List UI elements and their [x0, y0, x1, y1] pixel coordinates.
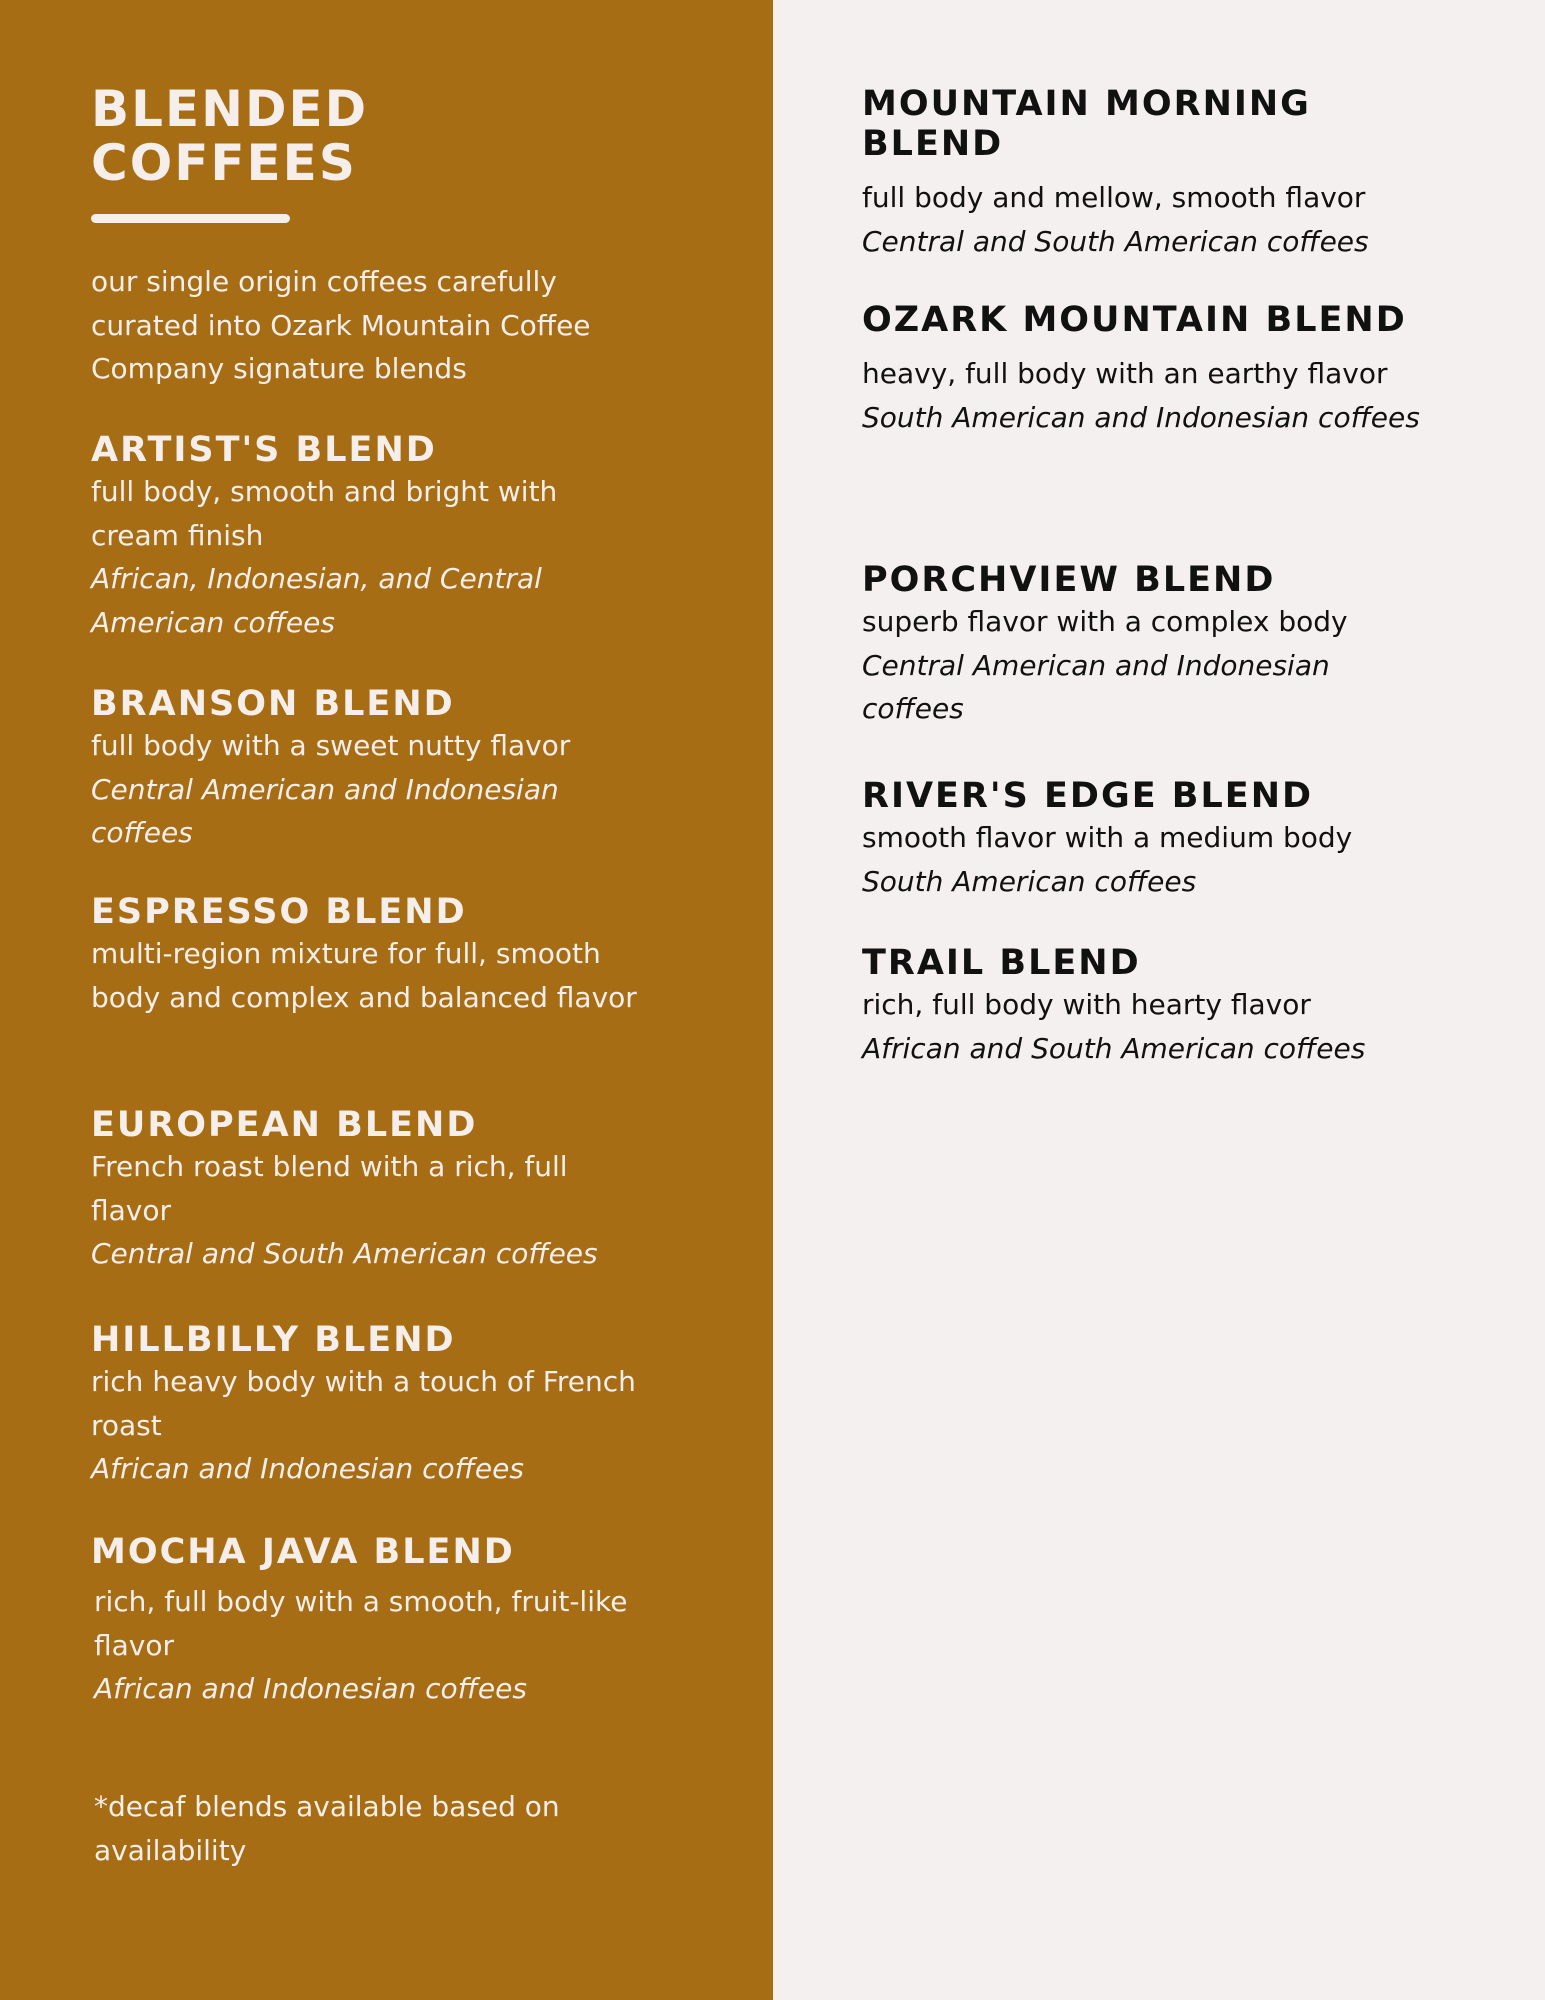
blend-description: full body and mellow, smooth flavor: [862, 181, 1366, 214]
blend-trail: [862, 943, 1422, 1070]
right-panel: [773, 0, 1545, 2000]
blend-ozark-mountain: [862, 300, 1422, 439]
page-title: BLENDED COFFEES: [91, 80, 369, 192]
blend-description: rich heavy body with a touch of French roast: [91, 1365, 636, 1442]
blend-description: smooth flavor with a medium body: [862, 821, 1353, 854]
blend-rivers-edge: [862, 776, 1422, 903]
blend-origin: Central and South American coffees: [91, 1237, 598, 1270]
blend-origin: Central American and Indonesian coffees: [91, 772, 559, 849]
title-underline: [91, 214, 290, 223]
blend-name: MOCHA JAVA BLEND: [91, 1532, 515, 1572]
blend-description: multi-region mixture for full, smooth body and complex and balanced flavor: [91, 937, 637, 1014]
blend-origin: African and Indonesian coffees: [94, 1672, 527, 1705]
blend-espresso: [91, 892, 651, 1019]
blend-description: rich, full body with a smooth, fruit-like flavor: [94, 1585, 628, 1662]
blend-origin: African and South American coffees: [862, 1031, 1366, 1065]
blend-description: full body with a sweet nutty flavor: [91, 729, 571, 762]
blend-mocha-java: [91, 1532, 651, 1711]
blend-name: TRAIL BLEND: [862, 943, 1141, 983]
blend-name: MOUNTAIN MORNING BLEND: [862, 84, 1311, 164]
blend-european: [91, 1105, 651, 1276]
blend-hillbilly: [91, 1320, 651, 1491]
blend-name: EUROPEAN BLEND: [91, 1105, 478, 1145]
blend-name: ARTIST'S BLEND: [91, 430, 437, 470]
blend-origin: South American coffees: [862, 864, 1197, 898]
blend-origin: South American and Indonesian coffees: [862, 400, 1420, 434]
blend-description: full body, smooth and bright with cream finish: [91, 475, 558, 552]
blend-description: French roast blend with a rich, full flavor: [91, 1150, 568, 1227]
blend-branson: [91, 684, 651, 855]
blend-description: rich, full body with hearty flavor: [862, 988, 1311, 1021]
blend-name: RIVER'S EDGE BLEND: [862, 776, 1314, 816]
blend-name: BRANSON BLEND: [91, 684, 455, 724]
blend-mountain-morning: [862, 84, 1422, 263]
blend-name: ESPRESSO BLEND: [91, 892, 467, 932]
blend-origin: Central American and Indonesian coffees: [862, 648, 1330, 725]
blend-origin: Central and South American coffees: [862, 224, 1369, 258]
blend-artists: [91, 430, 651, 644]
blend-name: PORCHVIEW BLEND: [862, 560, 1276, 600]
blend-porchview: [862, 560, 1422, 731]
blend-name: HILLBILLY BLEND: [91, 1320, 456, 1360]
intro-text: our single origin coffees carefully curated into Ozark Mountain Coffee Company signature blends: [91, 265, 591, 385]
blend-origin: African, Indonesian, and Central American coffees: [91, 562, 542, 639]
blend-origin: African and Indonesian coffees: [91, 1452, 524, 1485]
blend-description: superb flavor with a complex body: [862, 605, 1348, 638]
blend-description: heavy, full body with an earthy flavor: [862, 357, 1388, 390]
blend-name: OZARK MOUNTAIN BLEND: [862, 300, 1407, 340]
decaf-footnote: *decaf blends available based on availability: [94, 1790, 560, 1867]
